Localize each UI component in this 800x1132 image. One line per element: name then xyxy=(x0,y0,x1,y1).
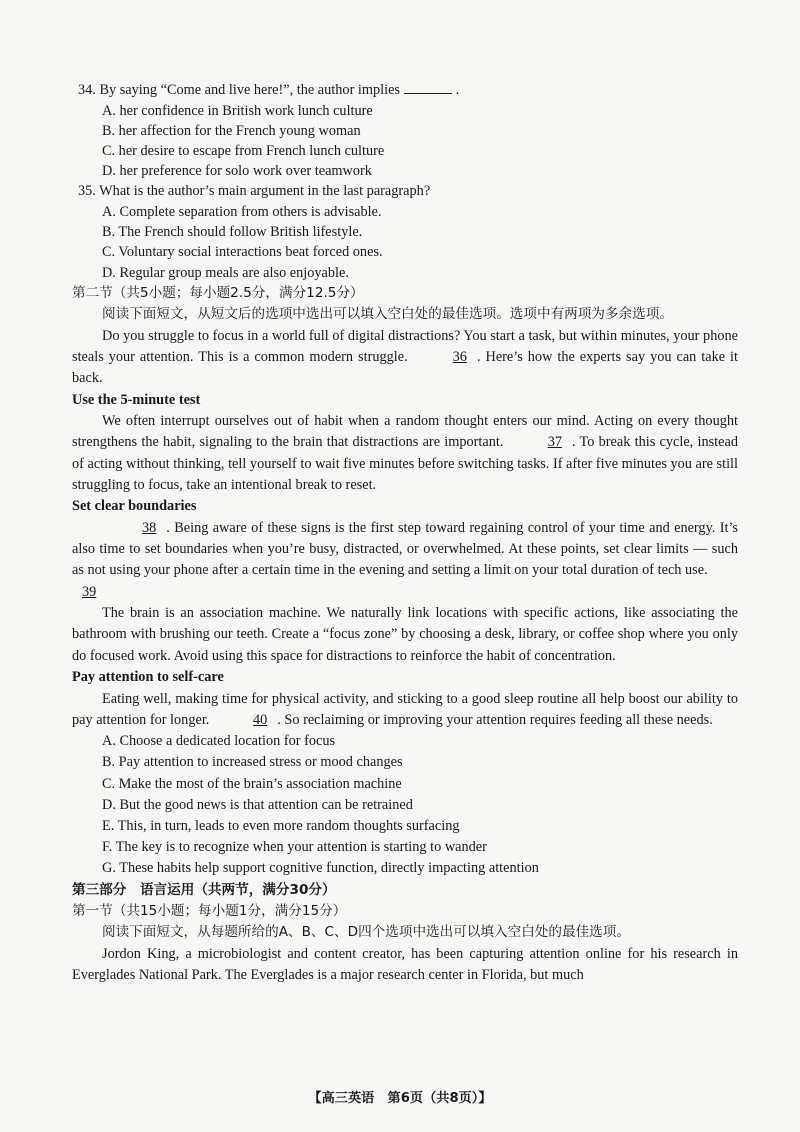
page-footer: 【高三英语 第6页（共8页）】 xyxy=(308,1091,492,1106)
heading-5-minute-test: Use the 5-minute test xyxy=(72,391,201,408)
section-2-title: 第二节（共5小题；每小题2.5分，满分12.5分） xyxy=(72,284,364,301)
question-34-stem: 34. By saying “Come and live here!”, the author implies . xyxy=(78,82,460,98)
blank-36: 36 xyxy=(452,348,467,365)
exam-page xyxy=(72,80,738,986)
part-3-subsection: 第一节（共15小题；每小题1分，满分15分） xyxy=(72,902,347,919)
choice-a: A. Choose a dedicated location for focus xyxy=(102,733,336,750)
q34-option-d: D. her preference for solo work over teamwork xyxy=(102,163,372,180)
choice-e: E. This, in turn, leads to even more random thoughts surfacing xyxy=(102,817,460,834)
answer-blank xyxy=(404,82,452,94)
choice-f: F. The key is to recognize when your attention is starting to wander xyxy=(102,839,487,856)
choice-d: D. But the good news is that attention can be retrained xyxy=(102,796,413,813)
paragraph-4: Eating well, making time for physical activity, and sticking to a good sleep routine all help boost our ability to pay attention for longer. 40 . So reclaiming or improving your attention requires feeding all these needs. xyxy=(72,689,738,732)
part-3-title: 第三部分 语言运用（共两节，满分30分） xyxy=(72,881,336,898)
q34-option-b: B. her affection for the French young woman xyxy=(102,122,361,139)
part-3-instruction: 阅读下面短文，从每题所给的A、B、C、D四个选项中选出可以填入空白处的最佳选项。 xyxy=(102,924,630,941)
choice-g: G. These habits help support cognitive function, directly impacting attention xyxy=(102,860,539,877)
q35-option-a: A. Complete separation from others is advisable. xyxy=(102,204,382,220)
question-35-stem: 35. What is the author’s main argument in the last paragraph? xyxy=(78,183,431,200)
paragraph-1: We often interrupt ourselves out of habit when a random thought enters our mind. Acting on every thought strengthens the habit, signaling to the brain that distractions are important. 37 . To break this cycle, instead of acting without thinking, tell yourself to wait five minutes before switching tasks. If after five minutes you are still struggling to focus, take an intentional break to reset. xyxy=(72,413,738,493)
q35-option-b: B. The French should follow British lifestyle. xyxy=(102,224,363,241)
section-2-instruction: 阅读下面短文，从短文后的选项中选出可以填入空白处的最佳选项。选项中有两项为多余选项。 xyxy=(102,306,673,323)
choice-b: B. Pay attention to increased stress or mood changes xyxy=(102,754,403,771)
choice-c: C. Make the most of the brain’s association machine xyxy=(102,775,402,792)
paragraph-2: 38 . Being aware of these signs is the first step toward regaining control of your time and energy. It’s also time to set boundaries when you’re busy, distracted, or overwhelmed. At these points, set clear limits — such as not using your phone after a certain time in the evening and setting a limit on your total duration of tech use. xyxy=(72,519,738,579)
heading-blank-39 xyxy=(72,582,738,603)
blank-38: 38 xyxy=(142,519,157,536)
heading-set-boundaries: Set clear boundaries xyxy=(72,498,197,515)
q34-option-c: C. her desire to escape from French lunch culture xyxy=(102,143,385,159)
blank-39: 39 xyxy=(82,583,97,600)
heading-self-care: Pay attention to self-care xyxy=(72,668,224,685)
blank-40: 40 xyxy=(252,711,268,728)
q34-option-a: A. her confidence in British work lunch culture xyxy=(102,102,373,119)
part-3-passage: Jordon King, a microbiologist and content creator, has been capturing attention online for his research in Everglades National Park. The Everglades is a major research center in Florida, but much xyxy=(72,945,738,984)
paragraph-3: The brain is an association machine. We naturally link locations with specific actions, like associating the bathroom with brushing our teeth. Create a “focus zone” by choosing a desk, library, or coffee shop where you only do focused work. Avoid using this space for distractions to reinforce the habit of concentration. xyxy=(72,605,738,664)
passage-intro: Do you struggle to focus in a world full of digital distractions? You start a task, but within minutes, your phone steals your attention. This is a common modern struggle. 36 . Here’s how the experts say you can take it back. xyxy=(72,327,739,387)
blank-37: 37 xyxy=(547,434,562,451)
q35-option-c: C. Voluntary social interactions beat forced ones. xyxy=(102,244,383,261)
q35-option-d: D. Regular group meals are also enjoyable. xyxy=(102,264,349,281)
